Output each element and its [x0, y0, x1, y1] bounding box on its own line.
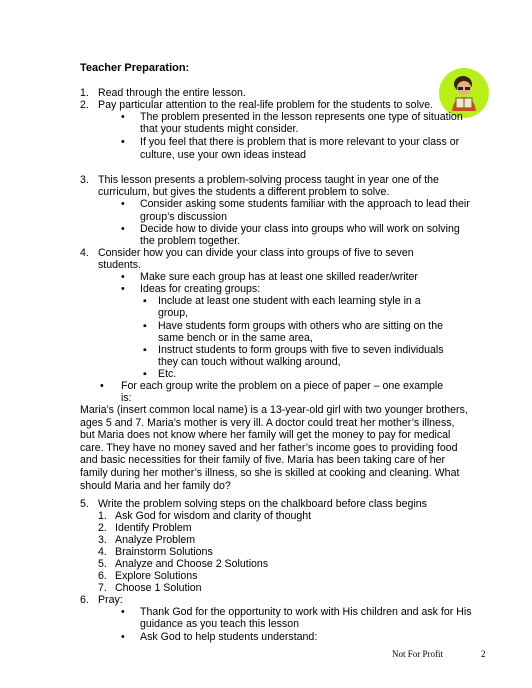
- list-item: Consider how you can divide your class into groups of five to seven: [98, 247, 414, 259]
- step-number: 3.: [98, 534, 107, 546]
- section-title: Teacher Preparation:: [80, 62, 190, 74]
- list-number: 5.: [80, 498, 89, 510]
- list-item: Decide how to divide your class into groups who will work on solving: [140, 223, 460, 235]
- list-item: students.: [98, 259, 141, 271]
- bullet: •: [121, 283, 125, 295]
- step-item: Ask God for wisdom and clarity of thought: [115, 510, 312, 522]
- bullet: •: [121, 136, 125, 148]
- list-item: Ideas for creating groups:: [140, 283, 261, 295]
- list-number: 1.: [80, 87, 89, 99]
- list-number: 2.: [80, 99, 89, 111]
- list-item: Pray:: [98, 594, 123, 606]
- list-item: the problem together.: [140, 235, 241, 247]
- list-item: Read through the entire lesson.: [98, 87, 246, 99]
- list-number: 6.: [80, 594, 89, 606]
- list-item: Instruct students to form groups with five to seven individuals: [158, 344, 444, 356]
- bullet: •: [121, 271, 125, 283]
- step-number: 5.: [98, 558, 107, 570]
- page-number: 2: [481, 649, 486, 659]
- bullet: •: [121, 198, 125, 210]
- list-item: Make sure each group has at least one skilled reader/writer: [140, 271, 418, 283]
- bullet: •: [121, 631, 125, 643]
- square-bullet: ▪: [143, 295, 147, 307]
- list-item: Thank God for the opportunity to work with His children and ask for His: [140, 606, 472, 618]
- list-number: 3.: [80, 174, 89, 186]
- list-item: Write the problem solving steps on the chalkboard before class begins: [98, 498, 427, 510]
- list-item: Include at least one student with each learning style in a: [158, 295, 421, 307]
- list-item: culture, use your own ideas instead: [140, 149, 307, 161]
- list-item: same bench or in the same area,: [158, 332, 313, 344]
- bullet: •: [121, 111, 125, 123]
- step-item: Identify Problem: [115, 522, 192, 534]
- step-number: 7.: [98, 582, 107, 594]
- list-item: The problem presented in the lesson represents one type of situation: [140, 111, 463, 123]
- list-item: If you feel that there is problem that is more relevant to your class or: [140, 136, 460, 148]
- list-item: For each group write the problem on a piece of paper – one example: [121, 380, 444, 392]
- list-item: they can touch without walking around,: [158, 356, 341, 368]
- step-item: Choose 1 Solution: [115, 582, 202, 594]
- list-item: is:: [121, 392, 132, 404]
- list-item: Consider asking some students familiar with the approach to lead their: [140, 198, 470, 210]
- list-item: This lesson presents a problem-solving process taught in year one of the: [98, 174, 439, 186]
- step-number: 1.: [98, 510, 107, 522]
- square-bullet: ▪: [143, 368, 147, 380]
- square-bullet: ▪: [143, 344, 147, 356]
- bullet: •: [100, 380, 104, 392]
- list-item: Etc.: [158, 368, 177, 380]
- list-item: group,: [158, 307, 189, 319]
- footer-label: Not For Profit: [392, 649, 444, 659]
- square-bullet: ▪: [143, 320, 147, 332]
- list-item: Pay particular attention to the real-life problem for the students to solve.: [98, 99, 434, 111]
- bullet: •: [121, 223, 125, 235]
- step-number: 2.: [98, 522, 107, 534]
- list-item: Ask God to help students understand:: [140, 631, 318, 643]
- list-item: that your students might consider.: [140, 123, 299, 135]
- step-item: Brainstorm Solutions: [115, 546, 213, 558]
- list-item: guidance as you teach this lesson: [140, 618, 300, 630]
- step-number: 4.: [98, 546, 107, 558]
- story-paragraph: Maria’s (insert common local name) is a 13-year-old girl with two younger brothers, ages 5 and 7. Maria’s mother is very ill. A doctor could treat her mother’s illness, but Maria does not know where her family will get the money to pay for medical care. They have no money saved and her father’s income goes to providing food and basic necessities for their family of five. Maria has been taking care of her family during her mother’s illness, so she is skilled at cooking and cleaning. What should Maria and her family do?: [80, 404, 468, 492]
- list-item: group’s discussion: [140, 211, 227, 223]
- step-item: Analyze Problem: [115, 534, 196, 546]
- bullet: •: [121, 606, 125, 618]
- list-item: Have students form groups with others who are sitting on the: [158, 320, 444, 332]
- list-number: 4.: [80, 247, 89, 259]
- step-number: 6.: [98, 570, 107, 582]
- step-item: Explore Solutions: [115, 570, 198, 582]
- list-item: curriculum, but gives the students a different problem to solve.: [98, 186, 390, 198]
- step-item: Analyze and Choose 2 Solutions: [115, 558, 269, 570]
